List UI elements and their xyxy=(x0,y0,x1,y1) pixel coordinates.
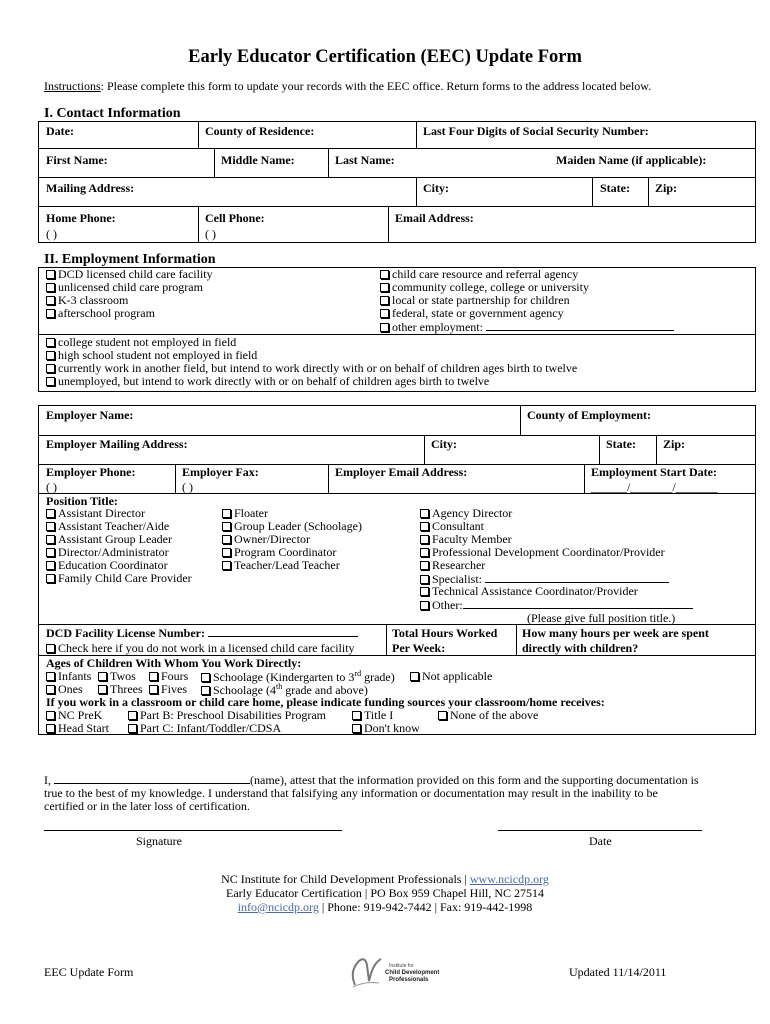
checkbox-icon[interactable] xyxy=(201,673,210,682)
funding-row-2 xyxy=(46,721,746,734)
funding-option[interactable]: Part C: Infant/Toddler/CDSA xyxy=(128,721,281,736)
checkbox-icon[interactable] xyxy=(46,270,55,279)
hours-question-line2: directly with children? xyxy=(522,641,639,655)
mailing-address-field[interactable]: Mailing Address: xyxy=(46,181,135,195)
employer-fax-field[interactable]: Employer Fax: xyxy=(182,465,259,479)
checkbox-icon[interactable] xyxy=(438,711,447,720)
date-label: Date xyxy=(589,834,612,848)
status-option[interactable]: unemployed, but intend to work directly with or on behalf of children ages birth to twelve xyxy=(46,375,577,388)
checkbox-icon[interactable] xyxy=(420,522,429,531)
date-field[interactable]: Date: xyxy=(46,124,74,138)
checkbox-icon[interactable] xyxy=(98,685,107,694)
other-employment-line[interactable] xyxy=(486,320,674,331)
signature-label: Signature xyxy=(136,834,182,848)
position-option[interactable]: Director/Administrator xyxy=(46,546,192,559)
checkbox-icon[interactable] xyxy=(380,270,389,279)
county-employment-field[interactable]: County of Employment: xyxy=(527,408,652,422)
footer-org: NC Institute for Child Development Professionals | www.ncicdp.org xyxy=(221,872,549,886)
checkbox-icon[interactable] xyxy=(222,509,231,518)
funding-row-1 xyxy=(46,708,746,721)
position-option[interactable]: Group Leader (Schoolage) xyxy=(222,520,362,533)
logo-text-3: Professionals xyxy=(389,977,429,983)
positions-col-1 xyxy=(46,507,192,585)
instructions xyxy=(44,79,651,94)
status-option[interactable]: college student not employed in field xyxy=(46,336,577,349)
position-option[interactable]: Teacher/Lead Teacher xyxy=(222,559,362,572)
updated-date: Updated 11/14/2011 xyxy=(569,965,667,979)
city-field[interactable]: City: xyxy=(423,181,449,195)
checkbox-icon[interactable] xyxy=(46,672,55,681)
position-option[interactable]: Owner/Director xyxy=(222,533,362,546)
attestation-line-3: certified or in the later loss of certification. xyxy=(44,799,250,813)
checkbox-icon[interactable] xyxy=(149,685,158,694)
funding-heading: If you work in a classroom or child care home, please indicate funding sources your classroom/home receives: xyxy=(46,695,605,709)
checkbox-icon[interactable] xyxy=(420,601,429,610)
position-option[interactable]: Program Coordinator xyxy=(222,546,362,559)
full-title-note: (Please give full position title.) xyxy=(527,611,676,625)
funding-option[interactable]: Part B: Preschool Disabilities Program xyxy=(128,708,326,723)
checkbox-icon[interactable] xyxy=(380,283,389,292)
position-option[interactable]: Floater xyxy=(222,507,362,520)
checkbox-icon[interactable] xyxy=(222,535,231,544)
age-option[interactable]: Fours xyxy=(149,669,188,684)
specialist-line[interactable] xyxy=(485,572,669,583)
employment-status-options xyxy=(46,336,577,388)
age-option[interactable]: Schoolage (4th grade and above) xyxy=(201,682,368,698)
cell-phone-field[interactable]: Cell Phone: xyxy=(205,211,265,225)
status-option[interactable]: currently work in another field, but intend to work directly with or on behalf of children ages birth to twelve xyxy=(46,362,577,375)
checkbox-icon[interactable] xyxy=(46,509,55,518)
employment-option[interactable]: K-3 classroom xyxy=(46,294,213,307)
position-option[interactable]: Technical Assistance Coordinator/Provider xyxy=(420,585,693,598)
checkbox-icon[interactable] xyxy=(98,672,107,681)
section-contact-heading: I. Contact Information xyxy=(44,106,181,121)
checkbox-icon[interactable] xyxy=(352,711,361,720)
checkbox-icon[interactable] xyxy=(380,296,389,305)
position-option-specialist[interactable]: Specialist: xyxy=(420,572,693,585)
county-residence-field[interactable]: County of Residence: xyxy=(205,124,315,138)
attestation-line-1: I, (name), attest that the information provided on this form and the supporting documentation is xyxy=(44,773,699,787)
funding-option[interactable]: Head Start xyxy=(46,721,109,736)
employer-email-field[interactable]: Employer Email Address: xyxy=(335,465,468,479)
employment-option[interactable]: child care resource and referral agency xyxy=(380,268,674,281)
checkbox-icon[interactable] xyxy=(46,338,55,347)
middle-name-field[interactable]: Middle Name: xyxy=(221,153,295,167)
checkbox-icon[interactable] xyxy=(420,509,429,518)
checkbox-icon[interactable] xyxy=(352,724,361,733)
checkbox-icon[interactable] xyxy=(46,377,55,386)
institute-logo xyxy=(345,951,440,991)
employment-type-left xyxy=(46,268,213,320)
total-hours-label[interactable]: Total Hours Worked xyxy=(392,626,498,640)
position-option[interactable]: Assistant Director xyxy=(46,507,192,520)
checkbox-icon[interactable] xyxy=(46,535,55,544)
checkbox-icon[interactable] xyxy=(46,561,55,570)
checkbox-icon[interactable] xyxy=(46,364,55,373)
position-option[interactable]: Assistant Group Leader xyxy=(46,533,192,546)
state-field[interactable]: State: xyxy=(600,181,630,195)
checkbox-icon[interactable] xyxy=(222,548,231,557)
checkbox-icon[interactable] xyxy=(46,522,55,531)
checkbox-icon[interactable] xyxy=(46,711,55,720)
funding-option[interactable]: Title I xyxy=(352,708,393,723)
checkbox-icon[interactable] xyxy=(420,587,429,596)
checkbox-icon[interactable] xyxy=(46,548,55,557)
employer-city-field[interactable]: City: xyxy=(431,437,457,451)
per-week-label: Per Week: xyxy=(392,641,446,655)
checkbox-icon[interactable] xyxy=(420,548,429,557)
hours-question-line1[interactable]: How many hours per week are spent xyxy=(522,626,709,640)
zip-field[interactable]: Zip: xyxy=(655,181,678,195)
age-option[interactable]: Twos xyxy=(98,669,136,684)
age-option[interactable]: Not applicable xyxy=(410,669,492,684)
last-name-field[interactable]: Last Name: xyxy=(335,153,395,167)
checkbox-icon[interactable] xyxy=(380,323,389,332)
checkbox-icon[interactable] xyxy=(128,711,137,720)
position-title-heading: Position Title: xyxy=(46,494,118,508)
checkbox-icon[interactable] xyxy=(46,724,55,733)
not-licensed-option[interactable]: Check here if you do not work in a licensed child care facility xyxy=(46,641,355,656)
position-option[interactable]: Faculty Member xyxy=(420,533,693,546)
date-line[interactable] xyxy=(498,830,702,831)
checkbox-icon[interactable] xyxy=(420,575,429,584)
position-option[interactable]: Agency Director xyxy=(420,507,693,520)
cell-phone-placeholder: ( ) xyxy=(205,227,216,241)
checkbox-icon[interactable] xyxy=(46,351,55,360)
website-link[interactable]: www.ncicdp.org xyxy=(469,872,549,886)
employment-option[interactable]: unlicensed child care program xyxy=(46,281,213,294)
form-name: EEC Update Form xyxy=(44,965,134,979)
employer-zip-field[interactable]: Zip: xyxy=(663,437,686,451)
email-link[interactable]: info@ncicdp.org xyxy=(237,900,319,914)
funding-option[interactable]: None of the above xyxy=(438,708,538,723)
position-option[interactable]: Researcher xyxy=(420,559,693,572)
section-employment-heading: II. Employment Information xyxy=(44,252,216,267)
home-phone-field[interactable]: Home Phone: xyxy=(46,211,116,225)
age-option[interactable]: Schoolage (Kindergarten to 3rd grade) xyxy=(201,669,395,685)
checkbox-icon[interactable] xyxy=(46,283,55,292)
age-option[interactable]: Infants xyxy=(46,669,91,684)
employment-option[interactable]: afterschool program xyxy=(46,307,213,320)
checkbox-icon[interactable] xyxy=(201,686,210,695)
attestation-line-2: true to the best of my knowledge. I understand that falsifying any information or documentation may result in the inability to be xyxy=(44,786,658,800)
footer-contact: info@ncicdp.org | Phone: 919-942-7442 | Fax: 919-442-1998 xyxy=(237,900,533,914)
email-field[interactable]: Email Address: xyxy=(395,211,474,225)
positions-col-2 xyxy=(222,507,362,572)
dcd-license-field[interactable]: DCD Facility License Number: xyxy=(46,626,358,641)
checkbox-icon[interactable] xyxy=(149,672,158,681)
ssn-last-four-field[interactable]: Last Four Digits of Social Security Number: xyxy=(423,124,649,138)
ages-row-1 xyxy=(46,669,746,682)
checkbox-icon[interactable] xyxy=(46,309,55,318)
checkbox-icon[interactable] xyxy=(46,574,55,583)
instructions-text: : Please complete this form to update your records with the EEC office. Return forms to the address located below. xyxy=(100,79,652,93)
start-date-placeholder: ______/_______/_______ xyxy=(591,480,718,494)
position-option[interactable]: Consultant xyxy=(420,520,693,533)
employment-option-other[interactable]: other employment: xyxy=(380,320,674,333)
funding-option[interactable]: NC PreK xyxy=(46,708,102,723)
checkbox-icon[interactable] xyxy=(128,724,137,733)
checkbox-icon[interactable] xyxy=(46,644,55,653)
employment-type-right xyxy=(380,268,674,333)
employment-option[interactable]: local or state partnership for children xyxy=(380,294,674,307)
position-option[interactable]: Education Coordinator xyxy=(46,559,192,572)
employment-option[interactable]: community college, college or university xyxy=(380,281,674,294)
employer-state-field[interactable]: State: xyxy=(606,437,636,451)
employer-name-field[interactable]: Employer Name: xyxy=(46,408,134,422)
signature-line[interactable] xyxy=(44,830,342,831)
employer-phone-field[interactable]: Employer Phone: xyxy=(46,465,136,479)
ages-row-2 xyxy=(46,682,746,695)
maiden-name-field[interactable]: Maiden Name (if applicable): xyxy=(556,153,707,167)
checkbox-icon[interactable] xyxy=(420,535,429,544)
home-phone-placeholder: ( ) xyxy=(46,227,57,241)
checkbox-icon[interactable] xyxy=(46,685,55,694)
age-option[interactable]: Threes xyxy=(98,682,143,697)
age-option[interactable]: Ones xyxy=(46,682,83,697)
employment-start-date-field[interactable]: Employment Start Date: xyxy=(591,465,717,479)
footer-address: Early Educator Certification | PO Box 959 Chapel Hill, NC 27514 xyxy=(225,886,545,900)
employment-option[interactable]: DCD licensed child care facility xyxy=(46,268,213,281)
logo-text-2: Child Development xyxy=(385,970,440,976)
ages-heading: Ages of Children With Whom You Work Directly: xyxy=(46,656,302,670)
position-option[interactable]: Professional Development Coordinator/Provider xyxy=(420,546,693,559)
checkbox-icon[interactable] xyxy=(380,309,389,318)
age-option[interactable]: Fives xyxy=(149,682,187,697)
instructions-label: Instructions xyxy=(44,79,101,93)
first-name-field[interactable]: First Name: xyxy=(46,153,108,167)
other-position-line[interactable] xyxy=(463,598,693,609)
checkbox-icon[interactable] xyxy=(420,561,429,570)
dcd-license-line[interactable] xyxy=(208,626,358,637)
checkbox-icon[interactable] xyxy=(46,296,55,305)
attestation-name-line[interactable] xyxy=(54,773,250,784)
employer-phone-placeholder: ( ) xyxy=(46,480,57,494)
positions-col-3 xyxy=(420,507,693,611)
employer-fax-placeholder: ( ) xyxy=(182,480,193,494)
status-option[interactable]: high school student not employed in field xyxy=(46,349,577,362)
employment-option[interactable]: federal, state or government agency xyxy=(380,307,674,320)
logo-text-1: Institute for xyxy=(389,963,414,969)
checkbox-icon[interactable] xyxy=(222,522,231,531)
funding-option[interactable]: Don't know xyxy=(352,721,420,736)
checkbox-icon[interactable] xyxy=(410,672,419,681)
form-title: Early Educator Certification (EEC) Update Form xyxy=(188,47,582,67)
employer-address-field[interactable]: Employer Mailing Address: xyxy=(46,437,188,451)
checkbox-icon[interactable] xyxy=(222,561,231,570)
position-option-other[interactable]: Other: xyxy=(420,598,693,611)
position-option[interactable]: Family Child Care Provider xyxy=(46,572,192,585)
position-option[interactable]: Assistant Teacher/Aide xyxy=(46,520,192,533)
